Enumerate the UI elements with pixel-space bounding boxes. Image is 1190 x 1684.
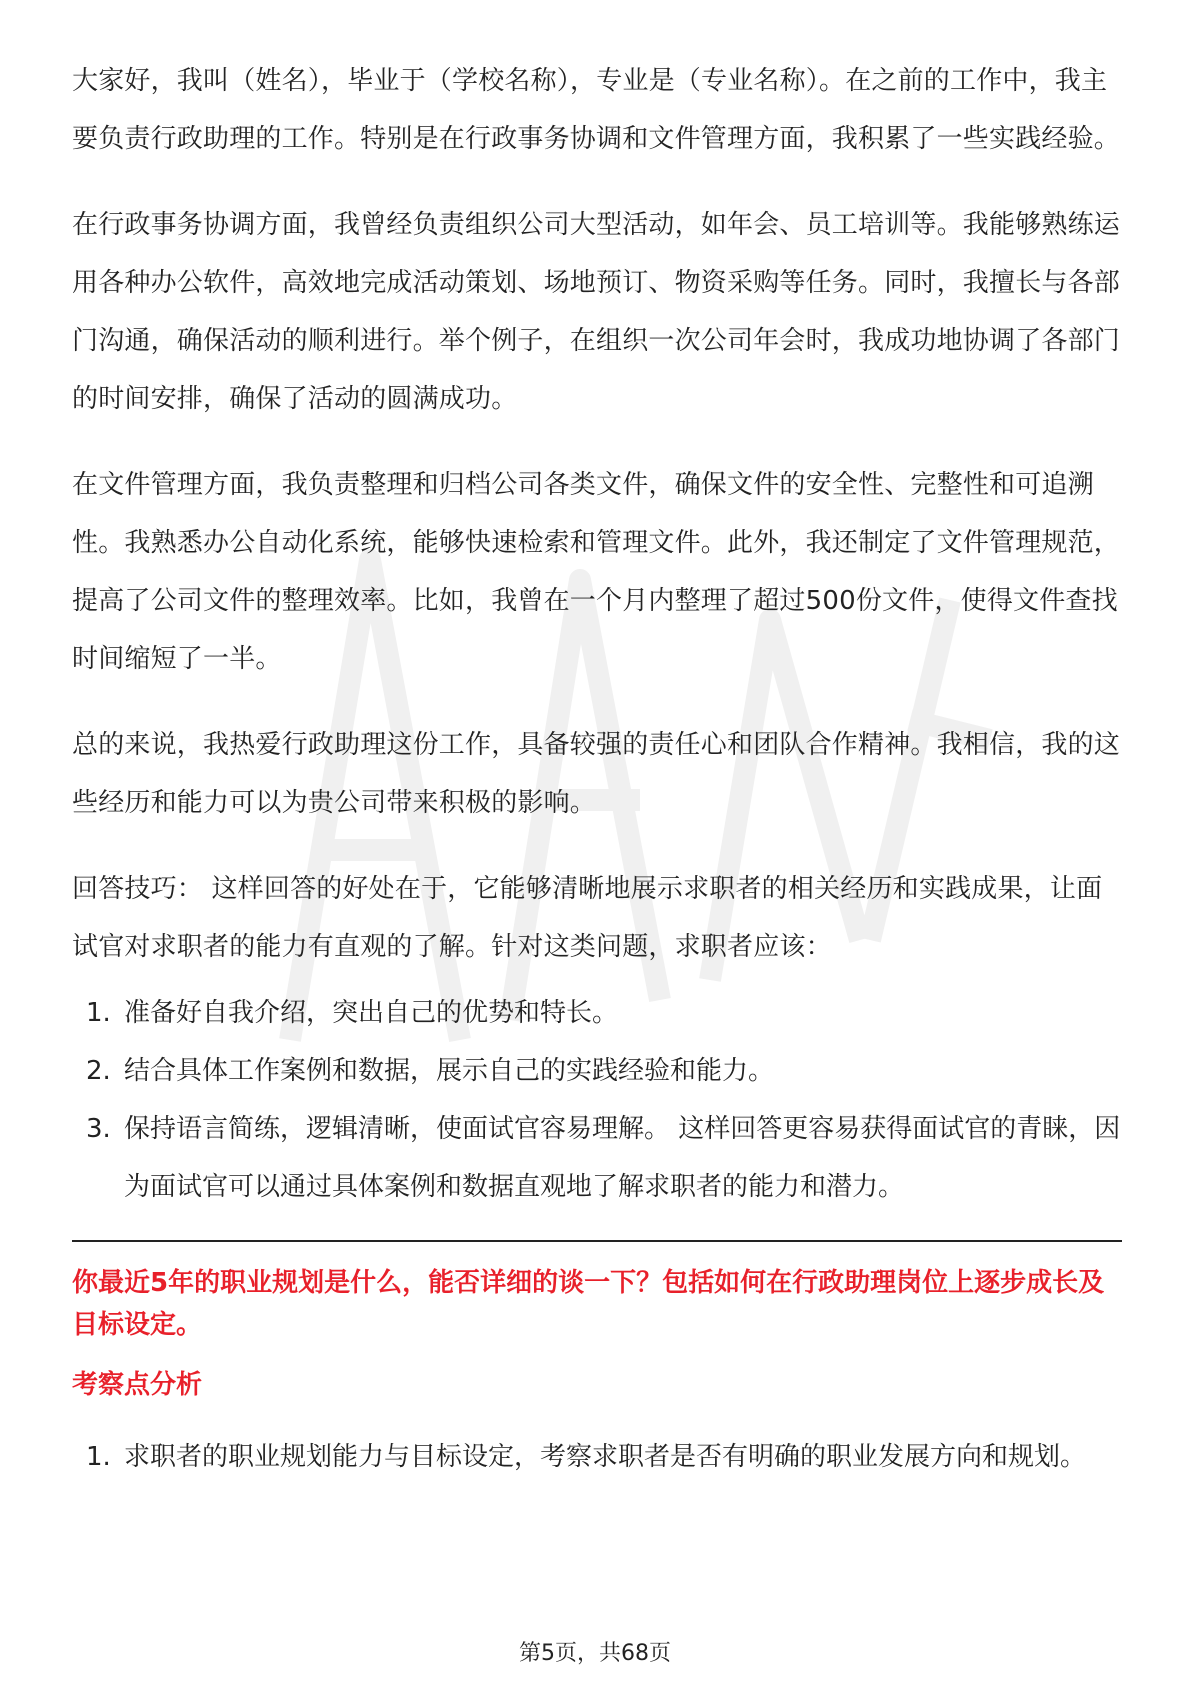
list-item — [72, 1042, 1122, 1100]
document-content — [72, 52, 1122, 1486]
list-text: 求职者的职业规划能力与目标设定，考察求职者是否有明确的职业发展方向和规划。 — [124, 1442, 1087, 1472]
coordination-paragraph: 在行政事务协调方面，我曾经负责组织公司大型活动，如年会、员工培训等。我能够熟练运用各种办公软件，高效地完成活动策划、场地预订、物资采购等任务。同时，我擅长与各部门沟通，确保活动的顺利进行。举个例子，在组织一次公司年会时，我成功地协调了各部门的时间安排，确保了活动的圆满成功。 — [72, 210, 1121, 414]
list-text: 准备好自我介绍，突出自己的优势和特长。 — [124, 998, 619, 1028]
analysis-heading: 考察点分析 — [72, 1370, 203, 1400]
list-item — [72, 1428, 1122, 1486]
list-number: 1. — [86, 998, 111, 1028]
list-item — [72, 1100, 1122, 1216]
file-management-paragraph: 在文件管理方面，我负责整理和归档公司各类文件，确保文件的安全性、完整性和可追溯性。我熟悉办公自动化系统，能够快速检索和管理文件。此外，我还制定了文件管理规范，提高了公司文件的整理效率。比如，我曾在一个月内整理了超过500份文件，使得文件查找时间缩短了一半。 — [72, 470, 1121, 674]
list-text: 保持语言简练，逻辑清晰，使面试官容易理解。 这样回答更容易获得面试官的青睐，因为面试官可以通过具体案例和数据直观地了解求职者的能力和潜力。 — [124, 1114, 1121, 1202]
section-divider — [72, 1240, 1122, 1242]
list-number: 1. — [86, 1442, 111, 1472]
page-footer: 第5页，共68页 — [519, 1641, 671, 1666]
list-number: 3. — [86, 1114, 111, 1144]
list-text: 结合具体工作案例和数据，展示自己的实践经验和能力。 — [124, 1056, 775, 1086]
summary-paragraph: 总的来说，我热爱行政助理这份工作，具备较强的责任心和团队合作精神。我相信，我的这些经历和能力可以为贵公司带来积极的影响。 — [72, 730, 1121, 818]
answer-tips-paragraph: 回答技巧： 这样回答的好处在于，它能够清晰地展示求职者的相关经历和实践成果，让面试官对求职者的能力有直观的了解。针对这类问题，求职者应该： — [72, 874, 1103, 962]
answer-tips-list — [72, 984, 1122, 1216]
list-number: 2. — [86, 1056, 111, 1086]
intro-paragraph: 大家好，我叫（姓名），毕业于（学校名称），专业是（专业名称）。在之前的工作中，我主要负责行政助理的工作。特别是在行政事务协调和文件管理方面，我积累了一些实践经验。 — [72, 66, 1121, 154]
interview-question: 你最近5年的职业规划是什么，能否详细的谈一下？包括如何在行政助理岗位上逐步成长及目标设定。 — [72, 1268, 1105, 1340]
analysis-list — [72, 1428, 1122, 1486]
list-item — [72, 984, 1122, 1042]
